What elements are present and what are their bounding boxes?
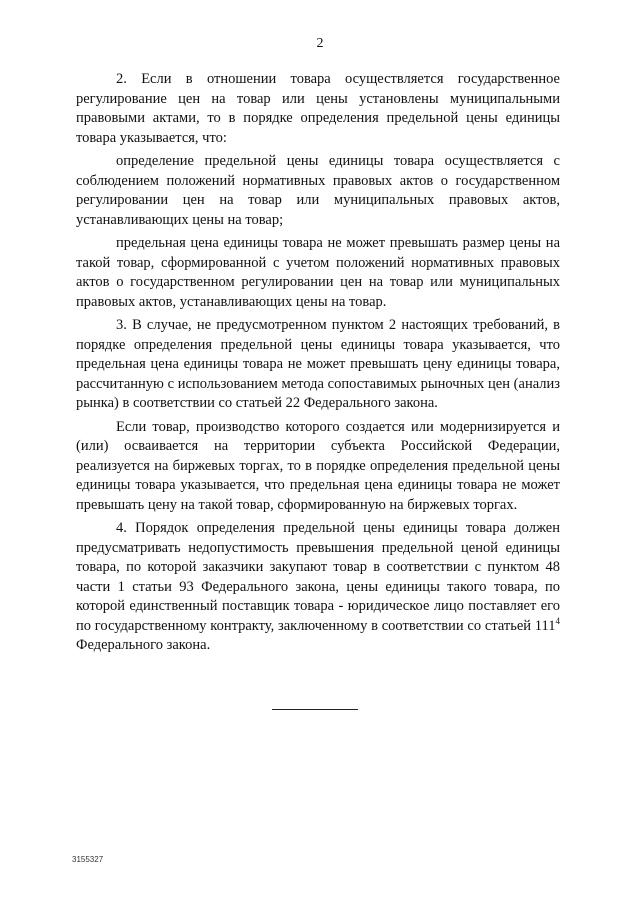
paragraph-3-exchange: Если товар, производство которого создается или модернизируется и (или) осваивается на территории субъекта Российской Федерации, реализуется на биржевых торгах, то в порядке определения предельной цены единицы товара указывается, что предельная цена единицы товара не может превышать цену на такой товар, сформированную на биржевых торгах. (76, 418, 560, 513)
paragraph-4-text: 4. Порядок определения предельной цены единицы товара должен предусматривать недопустимость превышения предельной ценой единицы товара, по которой заказчики закупают товар в соответствии с пунктом 48 части 1 статьи 93 Федерального закона, цены единицы такого товара, по которой единственный поставщик товара - юридическое лицо поставляет его по государственному контракту, заключенному в соответствии со статьей 111 (76, 520, 560, 634)
article-superscript: 4 (555, 615, 560, 626)
paragraph-2-subitem-1: определение предельной цены единицы товара осуществляется с соблюдением положений нормативных правовых актов о государственном регулировании цен на товар или муниципальных правовых актов, устанавливающих цены на товар; (76, 153, 560, 228)
paragraph-4-ending: Федерального закона. (76, 637, 211, 653)
document-code: 3155327 (72, 855, 104, 864)
paragraph-3: 3. В случае, не предусмотренном пунктом 2 настоящих требований, в порядке определения предельной цены единицы товара указывается, что предельная цена единицы товара не может превышать цену единицы товара, рассчитанную с использованием метода сопоставимых рыночных цен (анализ рынка) в соответствии со статьей 22 Федерального закона. (76, 317, 560, 411)
end-divider-line (272, 709, 358, 710)
paragraph-4 (76, 519, 560, 656)
paragraph-2-subitem-2: предельная цена единицы товара не может превышать размер цены на такой товар, сформированной с учетом положений нормативных правовых актов о государственном регулировании цен на товар или муниципальных правовых актов, устанавливающих цены на товар. (76, 235, 560, 310)
page-number: 2 (316, 36, 324, 51)
document-body (76, 70, 560, 660)
paragraph-2: 2. Если в отношении товара осуществляется государственное регулирование цен на товар или цены установлены муниципальными правовыми актами, то в порядке определения предельной цены единицы товара указывается, что: (76, 71, 560, 146)
